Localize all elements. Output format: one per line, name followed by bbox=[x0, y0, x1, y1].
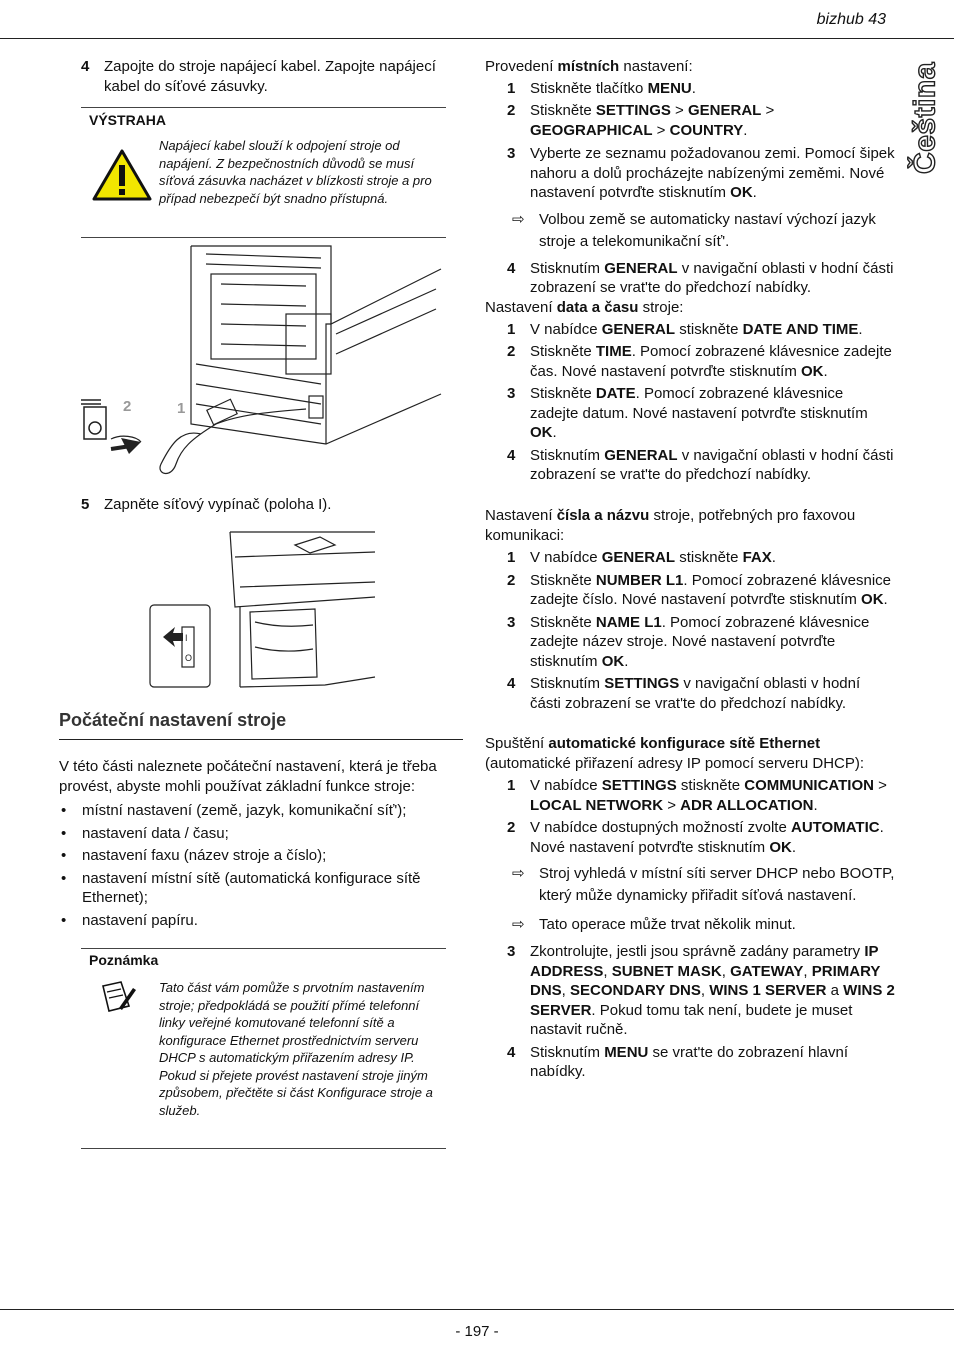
section-rule bbox=[59, 739, 463, 740]
local-step-2: 2 Stiskněte SETTINGS > GENERAL > GEOGRAPHICAL > COUNTRY. bbox=[507, 102, 775, 139]
result-arrow-icon: ⇨ bbox=[512, 865, 525, 882]
list-item: • místní nastavení (země, jazyk, komunikační síť'); bbox=[61, 802, 407, 819]
note-pencil-icon bbox=[99, 980, 137, 1014]
datetime-step-1: 1 V nabídce GENERAL stiskněte DATE AND TIME. bbox=[507, 320, 863, 338]
note-box bbox=[81, 948, 446, 1149]
local-step-3: 3 Vyberte ze seznamu požadovanou zemi. Pomocí šipek nahoru a dolů procházejte nabízenými zeměmi. Nové nastavení potvrďte stisknutím OK. bbox=[507, 145, 895, 201]
ethernet-result-note-1: ⇨ Stroj vyhledá v místní síti server DHCP nebo BOOTP, který může dynamicky přiřadit síťová nastavení. bbox=[485, 863, 895, 907]
note-title: Poznámka bbox=[89, 952, 159, 968]
datetime-step-4: 4 Stisknutím GENERAL v navigační oblasti v hodní části zobrazení se vrat'te do předchozí nabídky. bbox=[507, 446, 894, 483]
step-number: 4 bbox=[81, 58, 90, 75]
fax-step-3: 3 Stiskněte NAME L1. Pomocí zobrazené klávesnice zadejte název stroje. Nové nastavení potvrďte stisknutím OK. bbox=[507, 613, 870, 670]
figure-label-2: 2 bbox=[123, 398, 132, 415]
warning-text: Napájecí kabel slouží k odpojení stroje od napájení. Z bezpečnostních důvodů se musí síťová zásuvka nacházet v blízkosti stroje a pro případ nebezpečí být snadno přístupná. bbox=[159, 138, 432, 206]
local-step-1: 1 Stiskněte tlačítko MENU. bbox=[507, 79, 696, 97]
header-rule bbox=[0, 38, 954, 39]
datetime-step-3: 3 Stiskněte DATE. Pomocí zobrazené klávesnice zadejte datum. Nové nastavení potvrďte stisknutím OK. bbox=[507, 385, 868, 441]
svg-text:I: I bbox=[185, 633, 188, 643]
power-cable-illustration bbox=[81, 244, 443, 484]
fax-intro: Nastavení čísla a názvu stroje, potřebných pro faxovou komunikaci: bbox=[485, 507, 856, 544]
warning-box bbox=[81, 107, 446, 238]
fax-section bbox=[485, 506, 895, 713]
section-title: Počáteční nastavení stroje bbox=[59, 710, 287, 730]
ethernet-step-1: 1 V nabídce SETTINGS stiskněte COMMUNICATION > LOCAL NETWORK > ADR ALLOCATION. bbox=[507, 777, 887, 814]
warning-title: VÝSTRAHA bbox=[89, 112, 167, 128]
language-tab bbox=[908, 58, 942, 178]
footer-rule bbox=[0, 1309, 954, 1310]
step-number: 5 bbox=[81, 496, 90, 513]
ethernet-intro: Spuštění automatické konfigurace sítě Ethernet (automatické přiřazení adresy IP pomocí serveru DHCP): bbox=[485, 735, 865, 772]
ethernet-step-2: 2 V nabídce dostupných možností zvolte AUTOMATIC. Nové nastavení potvrďte stisknutím OK. bbox=[507, 819, 884, 856]
warning-triangle-icon bbox=[91, 148, 153, 202]
step-text: Zapojte do stroje napájecí kabel. Zapojte napájecí kabel do síťové zásuvky. bbox=[104, 58, 436, 95]
step-connect-cable bbox=[59, 57, 463, 96]
ethernet-result-note-2: ⇨ Tato operace může trvat několik minut. bbox=[485, 914, 895, 936]
language-tab-label: Čeština bbox=[908, 62, 942, 174]
datetime-step-2: 2 Stiskněte TIME. Pomocí zobrazené klávesnice zadejte čas. Nové nastavení potvrďte stisknutím OK. bbox=[507, 343, 892, 380]
fax-step-1: 1 V nabídce GENERAL stiskněte FAX. bbox=[507, 549, 776, 566]
list-item: • nastavení faxu (název stroje a číslo); bbox=[61, 847, 327, 864]
ethernet-step-4: 4 Stisknutím MENU se vrat'te do zobrazení hlavní nabídky. bbox=[507, 1043, 849, 1080]
datetime-section bbox=[485, 298, 895, 485]
local-settings-section bbox=[485, 57, 895, 298]
fax-step-2: 2 Stiskněte NUMBER L1. Pomocí zobrazené klávesnice zadejte číslo. Nové nastavení potvrďte stisknutím OK. bbox=[507, 571, 891, 608]
list-item: • nastavení data / času; bbox=[61, 824, 229, 842]
result-arrow-icon: ⇨ bbox=[512, 210, 525, 228]
list-item: • nastavení papíru. bbox=[61, 911, 198, 929]
ethernet-step-3: 3 Zkontrolujte, jestli jsou správně zadány parametry IP ADDRESS, SUBNET MASK, GATEWAY, PRIMARY DNS, SECONDARY DNS, WINS 1 SERVER a WINS 2 SERVER. Pokud tomu tak není, budete je muset nastavit ručně. bbox=[507, 943, 895, 1038]
page-number: - 197 - bbox=[455, 1323, 499, 1340]
svg-text:O: O bbox=[185, 653, 193, 663]
note-text: Tato část vám pomůže s prvotním nastavením stroje; předpokládá se použití přímé telefonní linky veřejné komutované telefonní sítě a konfigurace Ethernet prostřednictvím serveru DHCP s automatickým přiřazením adresy IP. Pokud si přejete provést nastavení stroje jiným způsobem, přečtěte si část Konfigurace stroje a služeb. bbox=[159, 980, 433, 1118]
step-text: Zapněte síťový vypínač (poloha I). bbox=[104, 496, 332, 513]
local-intro: Provedení místních nastavení: bbox=[485, 58, 693, 75]
section-intro: V této části naleznete počáteční nastavení, která je třeba provést, abyste mohli používat základní funkce stroje: bbox=[59, 758, 437, 795]
datetime-intro: Nastavení data a času stroje: bbox=[485, 299, 684, 316]
figure-label-1: 1 bbox=[177, 400, 186, 417]
local-result-note: ⇨ Volbou země se automaticky nastaví výchozí jazyk stroje a telekomunikační síť'. bbox=[485, 209, 895, 253]
list-item: • nastavení místní sítě (automatická konfigurace sítě Ethernet); bbox=[61, 869, 421, 906]
result-arrow-icon: ⇨ bbox=[512, 916, 525, 933]
header-brand: bizhub 43 bbox=[816, 11, 886, 28]
local-step-4: 4 Stisknutím GENERAL v navigační oblasti v hodní části zobrazení se vrat'te do předchozí nabídky. bbox=[507, 259, 894, 296]
section-heading bbox=[59, 711, 463, 731]
step-power-on bbox=[59, 495, 463, 515]
ethernet-section bbox=[485, 734, 895, 1082]
fax-step-4: 4 Stisknutím SETTINGS v navigační oblasti v hodní části zobrazení se vrat'te do předchozí nabídky. bbox=[507, 675, 861, 712]
settings-list bbox=[59, 801, 463, 930]
power-switch-illustration bbox=[145, 527, 377, 689]
section-intro-block bbox=[59, 757, 463, 933]
